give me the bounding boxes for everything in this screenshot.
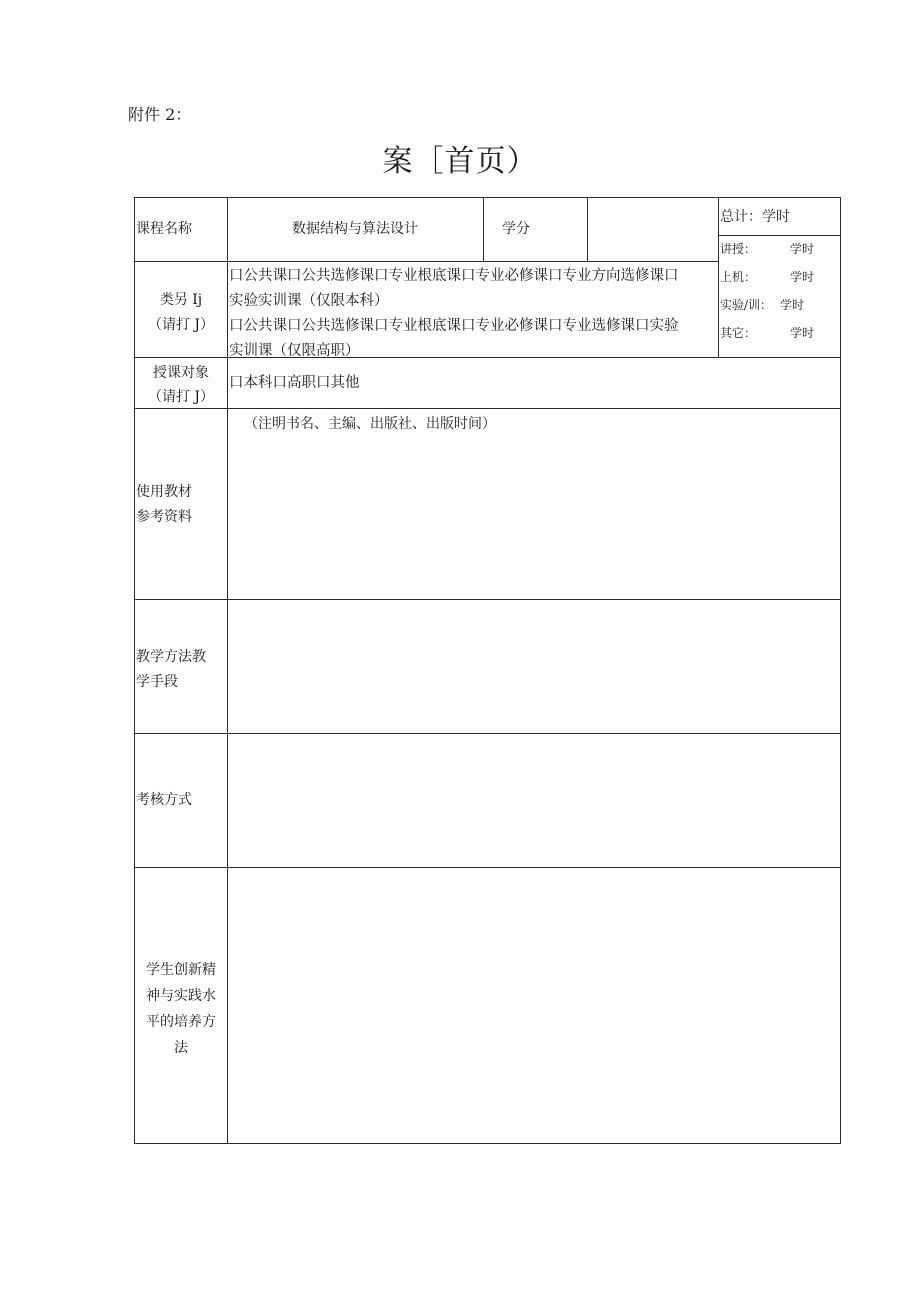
innovation-label-line: 学生创新精 xyxy=(146,962,216,978)
reference-label: 参考资料 xyxy=(136,509,192,525)
column-divider xyxy=(587,197,588,261)
attachment-label: 附件 2： xyxy=(128,105,192,124)
row-divider xyxy=(134,357,841,358)
row-divider xyxy=(134,733,841,734)
target-label: 授课对象 xyxy=(153,365,209,381)
row-divider xyxy=(134,599,841,600)
target-hint: （请打 J） xyxy=(147,389,215,405)
table-border-bottom xyxy=(134,1143,841,1144)
document-title: 案［首页） xyxy=(382,144,538,179)
category-options-line: 实训课（仅限高职） xyxy=(229,343,360,357)
textbook-note: （注明书名、主编、出版社、出版时间） xyxy=(244,416,496,432)
teaching-method-label: 教学方法教 xyxy=(136,649,206,665)
other-hours-unit: 学时 xyxy=(790,326,815,340)
column-divider xyxy=(483,197,484,261)
row-divider xyxy=(134,261,718,262)
target-options: 口本科口高职口其他 xyxy=(229,375,360,391)
table-border-right xyxy=(840,197,841,1144)
innovation-label-line: 平的培养方 xyxy=(146,1014,216,1030)
row-divider xyxy=(718,235,841,236)
lecture-hours-unit: 学时 xyxy=(790,242,815,256)
category-hint: （请打 J） xyxy=(147,317,215,333)
computer-hours-unit: 学时 xyxy=(790,270,815,284)
assessment-label: 考核方式 xyxy=(136,792,192,808)
total-hours-label: 总计：学时 xyxy=(720,209,790,225)
lecture-hours-label: 讲授： xyxy=(720,242,757,256)
column-divider xyxy=(227,197,228,1144)
innovation-label-line: 法 xyxy=(174,1040,188,1056)
row-divider xyxy=(134,408,841,409)
category-options-line: 口公共课口公共选修课口专业根底课口专业必修课口专业选修课口实验 xyxy=(229,318,679,334)
category-options-line: 口公共课口公共选修课口专业根底课口专业必修课口专业方向选修课口 xyxy=(229,268,679,284)
computer-hours-label: 上机： xyxy=(720,270,757,284)
column-divider xyxy=(718,197,719,357)
course-name-label: 课程名称 xyxy=(136,221,192,237)
innovation-label-line: 神与实践水 xyxy=(146,988,216,1004)
row-divider xyxy=(134,867,841,868)
credit-label: 学分 xyxy=(502,221,530,237)
category-options-line: 实验实训课（仅限本科） xyxy=(229,293,389,309)
category-label: 类另 Ij xyxy=(159,292,203,308)
table-border-top xyxy=(134,197,841,198)
teaching-method-label-cont: 学手段 xyxy=(136,674,178,690)
textbook-label: 使用教材 xyxy=(136,484,192,500)
other-hours-label: 其它： xyxy=(720,326,757,340)
course-name-value: 数据结构与算法设计 xyxy=(292,221,418,237)
lab-hours-unit: 学时 xyxy=(780,298,805,312)
lab-hours-label: 实验/训： xyxy=(720,298,773,312)
